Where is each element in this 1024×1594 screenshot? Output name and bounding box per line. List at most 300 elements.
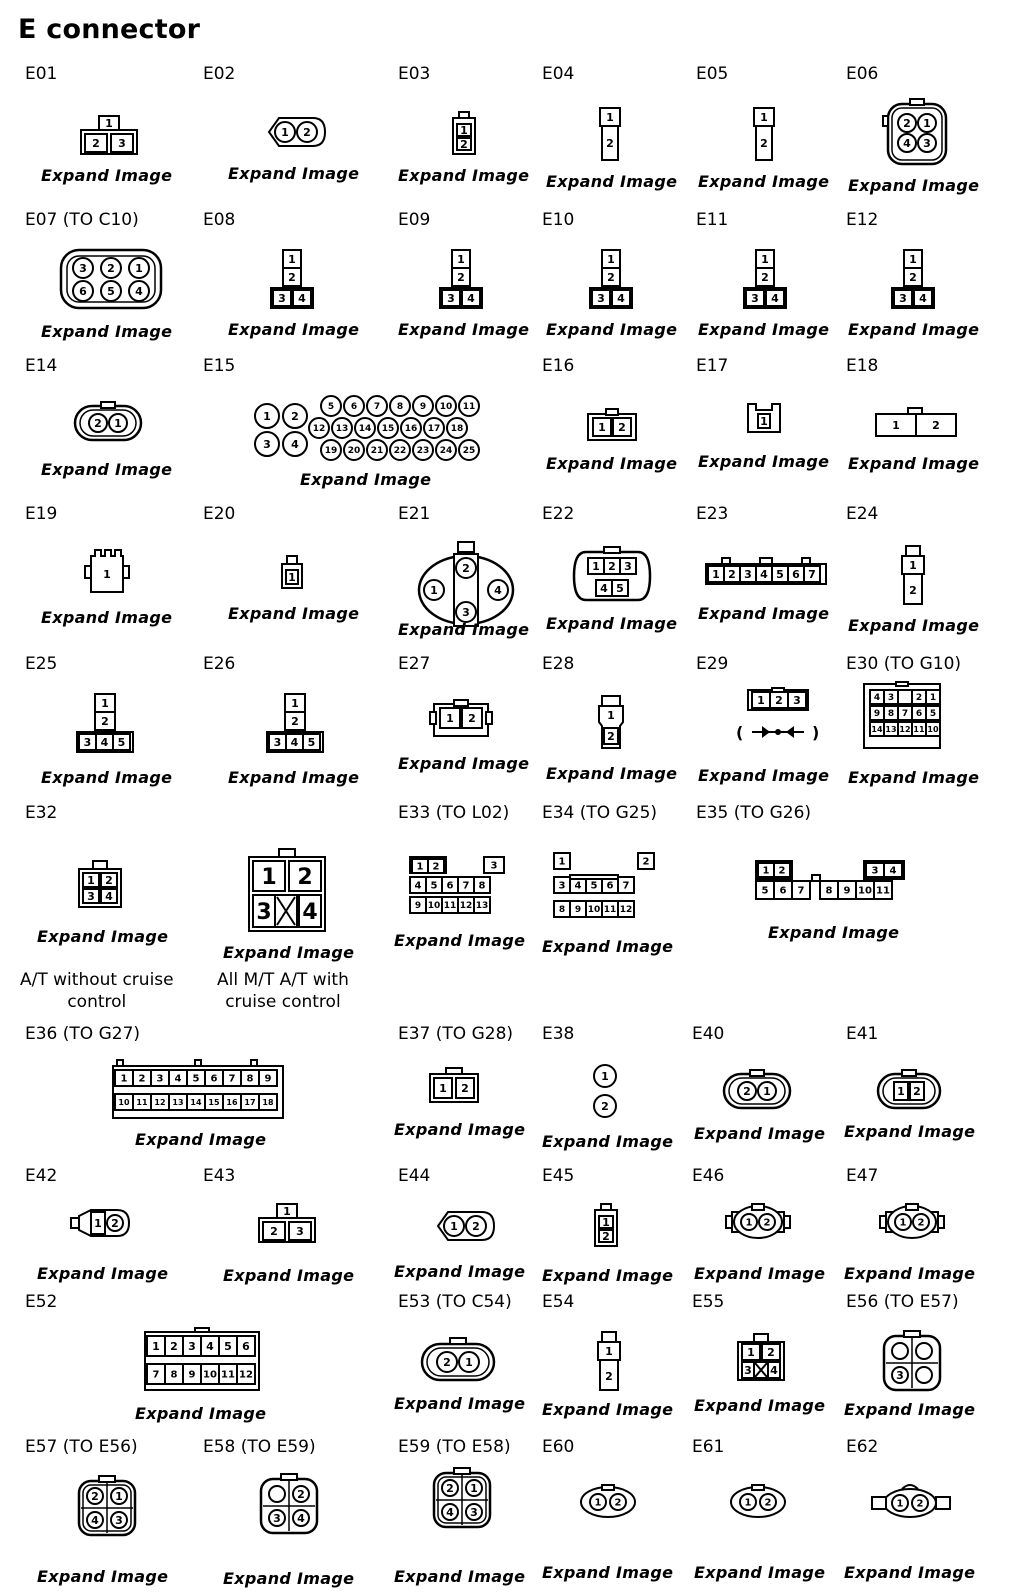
connector-code: E22 <box>542 504 575 524</box>
connector-pinout-icon[interactable] <box>73 400 143 444</box>
svg-text:3: 3 <box>470 1505 478 1519</box>
svg-text:4: 4 <box>290 735 299 749</box>
connector-pinout-icon[interactable] <box>257 112 329 152</box>
svg-text:3: 3 <box>624 559 632 573</box>
expand-image-link[interactable]: Expand Image <box>228 320 360 339</box>
svg-text:3: 3 <box>79 261 87 275</box>
connector-code: E09 <box>398 210 431 230</box>
connector-pinout-icon[interactable] <box>862 682 942 750</box>
svg-text:4: 4 <box>105 889 113 903</box>
connector-pinout-icon[interactable] <box>890 248 936 312</box>
svg-text:2: 2 <box>607 270 615 284</box>
expand-image-link[interactable]: Expand Image <box>848 768 980 787</box>
connector-code: E02 <box>203 64 236 84</box>
svg-text:4: 4 <box>770 1363 778 1377</box>
svg-text:2: 2 <box>432 861 440 873</box>
connector-pinout-icon[interactable] <box>588 248 634 312</box>
svg-text:14: 14 <box>190 1097 202 1107</box>
svg-text:2: 2 <box>728 567 736 581</box>
connector-pinout-icon[interactable] <box>83 548 131 594</box>
svg-text:5: 5 <box>929 709 937 720</box>
expand-image-link[interactable]: Expand Image <box>398 754 530 773</box>
expand-image-link[interactable]: Expand Image <box>223 943 355 962</box>
svg-text:2: 2 <box>101 714 109 728</box>
svg-text:5: 5 <box>107 284 115 298</box>
connector-pinout-icon[interactable] <box>722 1202 794 1242</box>
svg-text:4: 4 <box>903 136 911 150</box>
svg-text:3: 3 <box>278 291 286 305</box>
svg-text:3: 3 <box>744 1363 752 1377</box>
connector-pinout-icon[interactable] <box>750 106 778 164</box>
svg-text:3: 3 <box>188 1339 196 1353</box>
svg-text:2: 2 <box>607 729 615 743</box>
connector-code: E62 <box>846 1437 879 1457</box>
svg-text:5: 5 <box>117 735 126 749</box>
svg-text:7: 7 <box>622 880 630 892</box>
connector-pinout-icon[interactable] <box>257 1200 317 1244</box>
connector-pinout-icon[interactable] <box>143 1328 261 1392</box>
svg-text:2: 2 <box>903 116 911 130</box>
connector-pinout-icon[interactable] <box>75 692 135 756</box>
connector-code: E04 <box>542 64 575 84</box>
connector-code: E11 <box>696 210 729 230</box>
svg-text:7: 7 <box>808 567 816 581</box>
expand-image-link[interactable]: Expand Image <box>698 452 830 471</box>
connector-pinout-icon[interactable] <box>428 1066 480 1104</box>
expand-image-link[interactable]: Expand Image <box>41 322 173 341</box>
svg-text:13: 13 <box>475 901 489 912</box>
expand-image-link[interactable]: Expand Image <box>41 608 173 627</box>
svg-text:2: 2 <box>932 418 940 432</box>
expand-image-link[interactable]: Expand Image <box>41 166 173 185</box>
svg-text:7: 7 <box>152 1369 160 1381</box>
expand-image-link[interactable]: Expand Image <box>398 620 530 639</box>
connector-code: E15 <box>203 356 236 376</box>
svg-text:1: 1 <box>281 125 289 139</box>
svg-text:24: 24 <box>439 446 453 457</box>
svg-text:1: 1 <box>899 1217 907 1229</box>
connector-pinout-icon[interactable] <box>277 554 307 590</box>
connector-pinout-icon[interactable] <box>572 546 652 604</box>
connector-pinout-icon[interactable] <box>59 248 163 310</box>
svg-text:1: 1 <box>929 693 937 704</box>
svg-text:1: 1 <box>760 414 768 428</box>
svg-text:11: 11 <box>443 901 457 912</box>
svg-text:1: 1 <box>897 1084 905 1098</box>
expand-image-link[interactable]: Expand Image <box>398 166 530 185</box>
expand-image-link[interactable]: Expand Image <box>135 1404 267 1423</box>
connector-code: E16 <box>542 356 575 376</box>
svg-text:1: 1 <box>594 1497 602 1509</box>
svg-text:6: 6 <box>210 1073 218 1085</box>
connector-note <box>217 969 349 1013</box>
connector-pinout-icon[interactable] <box>882 1330 942 1392</box>
svg-text:1: 1 <box>115 1489 123 1503</box>
svg-text:8: 8 <box>558 905 566 916</box>
svg-text:5: 5 <box>327 402 335 413</box>
svg-text:4: 4 <box>206 1339 214 1353</box>
expand-image-link[interactable]: Expand Image <box>37 1567 169 1586</box>
svg-text:2: 2 <box>767 1345 775 1359</box>
svg-text:18: 18 <box>450 424 464 435</box>
svg-text:11: 11 <box>136 1097 148 1107</box>
svg-text:1: 1 <box>291 696 299 710</box>
svg-text:21: 21 <box>370 446 384 457</box>
svg-text:3: 3 <box>83 735 92 749</box>
svg-text:1: 1 <box>745 1217 753 1229</box>
connector-pinout-icon[interactable] <box>876 1202 948 1242</box>
svg-text:12: 12 <box>459 901 473 912</box>
svg-text:4: 4 <box>919 291 927 305</box>
svg-text:1: 1 <box>120 1073 128 1085</box>
expand-image-link[interactable]: Expand Image <box>41 460 173 479</box>
svg-text:2: 2 <box>602 1229 610 1243</box>
svg-text:12: 12 <box>619 905 633 916</box>
expand-image-link[interactable]: Expand Image <box>542 1400 674 1419</box>
svg-text:2: 2 <box>472 1219 480 1233</box>
svg-text:16: 16 <box>404 424 418 435</box>
svg-text:2: 2 <box>917 1217 925 1229</box>
svg-text:1: 1 <box>762 865 770 877</box>
expand-image-link[interactable]: Expand Image <box>546 320 678 339</box>
svg-text:1: 1 <box>94 1216 102 1230</box>
expand-image-link[interactable]: Expand Image <box>394 1262 526 1281</box>
connector-code: E33 (TO L02) <box>398 803 510 823</box>
svg-text:7: 7 <box>797 885 805 897</box>
svg-text:5: 5 <box>192 1073 200 1085</box>
svg-text:1: 1 <box>152 1339 160 1353</box>
svg-text:9: 9 <box>843 885 851 897</box>
svg-text:6: 6 <box>446 880 454 892</box>
connector-code: E42 <box>25 1166 58 1186</box>
svg-text:9: 9 <box>574 905 582 916</box>
connector-pinout-icon[interactable] <box>596 694 626 750</box>
connector-pinout-icon[interactable] <box>432 1467 492 1529</box>
connector-code: E03 <box>398 64 431 84</box>
connector-pinout-icon[interactable] <box>596 106 624 164</box>
expand-image-link[interactable]: Expand Image <box>844 1400 976 1419</box>
expand-image-link[interactable]: Expand Image <box>223 1569 355 1588</box>
svg-text:3: 3 <box>871 865 879 877</box>
connector-code: E27 <box>398 654 431 674</box>
svg-text:1: 1 <box>446 711 454 725</box>
connector-code: E35 (TO G26) <box>696 803 812 823</box>
expand-image-link[interactable]: Expand Image <box>542 1266 674 1285</box>
svg-text:1: 1 <box>101 696 109 710</box>
connector-pinout-icon[interactable] <box>79 112 139 156</box>
svg-text:1: 1 <box>607 708 615 722</box>
svg-text:1: 1 <box>263 409 271 423</box>
svg-text:11: 11 <box>876 885 890 897</box>
expand-image-link[interactable]: Expand Image <box>546 614 678 633</box>
svg-text:2: 2 <box>297 864 313 890</box>
expand-image-link[interactable]: Expand Image <box>698 320 830 339</box>
connector-pinout-icon[interactable] <box>704 556 828 586</box>
svg-text:2: 2 <box>291 409 299 423</box>
svg-text:15: 15 <box>208 1097 220 1107</box>
expand-image-link[interactable]: Expand Image <box>546 172 678 191</box>
expand-image-link[interactable]: Expand Image <box>698 604 830 623</box>
connector-pinout-icon[interactable] <box>69 1206 135 1240</box>
svg-text:4: 4 <box>302 899 318 925</box>
expand-image-link[interactable]: Expand Image <box>300 470 432 489</box>
connector-pinout-icon[interactable] <box>253 394 493 464</box>
svg-text:2: 2 <box>297 1487 305 1501</box>
expand-image-link[interactable]: Expand Image <box>398 320 530 339</box>
expand-image-link[interactable]: Expand Image <box>394 1120 526 1139</box>
svg-text:7: 7 <box>373 402 381 413</box>
svg-text:4: 4 <box>600 581 608 595</box>
svg-text:1: 1 <box>598 420 606 434</box>
connector-pinout-icon[interactable] <box>754 859 906 905</box>
expand-image-link[interactable]: Expand Image <box>844 1563 976 1582</box>
connector-pinout-icon[interactable] <box>111 1060 285 1120</box>
connector-code: E56 (TO E57) <box>846 1292 959 1312</box>
svg-text:14: 14 <box>358 424 372 435</box>
svg-text:19: 19 <box>324 446 338 457</box>
connector-pinout-icon[interactable] <box>265 692 325 756</box>
svg-text:25: 25 <box>462 446 476 457</box>
svg-text:(: ( <box>736 723 744 742</box>
svg-text:4: 4 <box>414 880 422 892</box>
expand-image-link[interactable]: Expand Image <box>848 454 980 473</box>
svg-text:10: 10 <box>587 905 601 916</box>
connector-pinout-icon[interactable] <box>420 1336 496 1382</box>
svg-text:1: 1 <box>744 1497 752 1509</box>
svg-text:6: 6 <box>79 284 87 298</box>
svg-text:4: 4 <box>760 567 768 581</box>
svg-text:3: 3 <box>462 605 470 619</box>
connector-code: E47 <box>846 1166 879 1186</box>
svg-text:4: 4 <box>574 880 582 892</box>
svg-text:2: 2 <box>138 1073 146 1085</box>
svg-text:2: 2 <box>457 270 465 284</box>
svg-text:13: 13 <box>885 724 897 734</box>
svg-text:3: 3 <box>744 567 752 581</box>
svg-text:1: 1 <box>592 559 600 573</box>
svg-text:6: 6 <box>792 567 800 581</box>
svg-text:10: 10 <box>203 1369 217 1381</box>
svg-text:3: 3 <box>273 735 282 749</box>
expand-image-link[interactable]: Expand Image <box>694 1124 826 1143</box>
expand-image-link[interactable]: Expand Image <box>228 604 360 623</box>
connector-code: E36 (TO G27) <box>25 1024 141 1044</box>
svg-text:2: 2 <box>170 1339 178 1353</box>
connector-code: E46 <box>692 1166 725 1186</box>
expand-image-link[interactable]: Expand Image <box>223 1266 355 1285</box>
expand-image-link[interactable]: Expand Image <box>41 768 173 787</box>
svg-text:11: 11 <box>603 905 617 916</box>
svg-text:2: 2 <box>775 693 783 707</box>
svg-text:1: 1 <box>288 570 296 584</box>
expand-image-link[interactable]: Expand Image <box>848 176 980 195</box>
svg-text:11: 11 <box>462 402 476 413</box>
connector-code: E26 <box>203 654 236 674</box>
svg-text:4: 4 <box>174 1073 182 1085</box>
svg-text:3: 3 <box>899 291 907 305</box>
connector-pinout-icon[interactable] <box>592 1202 620 1248</box>
expand-image-link[interactable]: Expand Image <box>37 1264 169 1283</box>
svg-text:7: 7 <box>901 709 909 720</box>
svg-text:3: 3 <box>118 136 126 150</box>
connector-code: E07 (TO C10) <box>25 210 139 230</box>
svg-text:9: 9 <box>188 1369 196 1381</box>
svg-text:3: 3 <box>256 899 272 925</box>
svg-text:8: 8 <box>246 1073 254 1085</box>
svg-text:1: 1 <box>288 252 296 266</box>
expand-image-link[interactable]: Expand Image <box>844 1264 976 1283</box>
connector-pinout-icon[interactable] <box>450 110 478 156</box>
page-title: E connector <box>18 14 201 45</box>
svg-text:1: 1 <box>261 864 277 890</box>
connector-note <box>20 969 174 1013</box>
svg-text:4: 4 <box>291 437 299 451</box>
svg-text:1: 1 <box>103 567 111 581</box>
connector-pinout-icon[interactable] <box>245 849 329 933</box>
connector-pinout-icon[interactable] <box>578 1483 638 1519</box>
connector-pinout-icon[interactable] <box>586 408 638 442</box>
svg-text:5: 5 <box>761 885 769 897</box>
connector-pinout-icon[interactable] <box>259 1473 319 1535</box>
svg-text:3: 3 <box>490 860 498 872</box>
svg-text:2: 2 <box>606 136 614 150</box>
svg-text:4: 4 <box>617 291 625 305</box>
svg-text:1: 1 <box>105 116 113 130</box>
svg-text:2: 2 <box>461 1081 469 1095</box>
svg-text:1: 1 <box>558 856 566 868</box>
connector-pinout-icon[interactable] <box>882 98 952 170</box>
svg-text:2: 2 <box>913 1084 921 1098</box>
connector-pinout-icon[interactable] <box>746 400 782 434</box>
connector-pinout-icon[interactable] <box>590 1060 620 1120</box>
connector-code: E45 <box>542 1166 575 1186</box>
expand-image-link[interactable]: Expand Image <box>768 923 900 942</box>
connector-code: E14 <box>25 356 58 376</box>
connector-pinout-icon[interactable] <box>438 248 484 312</box>
svg-text:1: 1 <box>606 110 614 124</box>
connector-code: E59 (TO E58) <box>398 1437 511 1457</box>
svg-text:4: 4 <box>889 865 897 877</box>
connector-pinout-icon[interactable] <box>742 248 788 312</box>
connector-code: E52 <box>25 1292 58 1312</box>
svg-text:6: 6 <box>779 885 787 897</box>
svg-text:1: 1 <box>87 873 95 887</box>
connector-code: E01 <box>25 64 58 84</box>
expand-image-link[interactable]: Expand Image <box>542 1563 674 1582</box>
svg-text:2: 2 <box>443 1355 451 1369</box>
expand-image-link[interactable]: Expand Image <box>394 1567 526 1586</box>
svg-text:6: 6 <box>915 709 923 720</box>
expand-image-link[interactable]: Expand Image <box>228 164 360 183</box>
connector-code: E55 <box>692 1292 725 1312</box>
expand-image-link[interactable]: Expand Image <box>694 1563 826 1582</box>
svg-text:2: 2 <box>468 711 476 725</box>
connector-pinout-icon[interactable] <box>75 859 125 909</box>
expand-image-link[interactable]: Expand Image <box>546 454 678 473</box>
connector-pinout-icon[interactable] <box>428 698 494 738</box>
expand-image-link[interactable]: Expand Image <box>694 1396 826 1415</box>
svg-text:2: 2 <box>763 1217 771 1229</box>
expand-image-link[interactable]: Expand Image <box>394 931 526 950</box>
svg-text:3: 3 <box>923 136 931 150</box>
connector-pinout-icon[interactable] <box>876 1068 942 1110</box>
connector-pinout-icon[interactable] <box>898 544 928 606</box>
svg-text:9: 9 <box>419 402 427 413</box>
svg-text:1: 1 <box>605 1344 613 1358</box>
expand-image-link[interactable]: Expand Image <box>698 766 830 785</box>
svg-text:11: 11 <box>913 724 925 734</box>
expand-image-link[interactable]: Expand Image <box>848 320 980 339</box>
svg-text:3: 3 <box>263 437 271 451</box>
svg-text:3: 3 <box>115 1513 123 1527</box>
expand-image-link[interactable]: Expand Image <box>37 927 169 946</box>
svg-text:15: 15 <box>381 424 395 435</box>
svg-text:2: 2 <box>92 136 100 150</box>
svg-text:4: 4 <box>100 735 109 749</box>
svg-text:3: 3 <box>558 880 566 892</box>
svg-text:5: 5 <box>307 735 316 749</box>
connector-pinout-icon[interactable] <box>426 1206 498 1246</box>
connector-code: E60 <box>542 1437 575 1457</box>
connector-code: E10 <box>542 210 575 230</box>
svg-text:1: 1 <box>601 1069 609 1083</box>
connector-pinout-icon[interactable] <box>269 248 315 312</box>
svg-text:): ) <box>812 723 820 742</box>
connector-pinout-icon[interactable] <box>732 688 824 744</box>
expand-image-link[interactable]: Expand Image <box>844 1122 976 1141</box>
svg-text:9: 9 <box>414 901 422 912</box>
connector-pinout-icon[interactable] <box>594 1330 624 1392</box>
connector-pinout-icon[interactable] <box>77 1475 137 1537</box>
connector-pinout-icon[interactable] <box>736 1332 786 1382</box>
connector-code: E17 <box>696 356 729 376</box>
svg-text:4: 4 <box>297 1511 305 1525</box>
expand-image-link[interactable]: Expand Image <box>542 937 674 956</box>
expand-image-link[interactable]: Expand Image <box>228 768 360 787</box>
svg-text:1: 1 <box>909 558 917 572</box>
expand-image-link[interactable]: Expand Image <box>135 1130 267 1149</box>
connector-code: E61 <box>692 1437 725 1457</box>
svg-text:12: 12 <box>239 1369 253 1381</box>
connector-pinout-icon[interactable] <box>874 406 958 438</box>
svg-text:1: 1 <box>923 116 931 130</box>
svg-text:2: 2 <box>91 1489 99 1503</box>
svg-text:1: 1 <box>761 252 769 266</box>
connector-pinout-icon[interactable] <box>408 855 508 915</box>
svg-text:10: 10 <box>927 724 939 734</box>
svg-text:1: 1 <box>450 1219 458 1233</box>
svg-text:2: 2 <box>111 1216 119 1230</box>
expand-image-link[interactable]: Expand Image <box>848 616 980 635</box>
svg-text:2: 2 <box>778 865 786 877</box>
expand-image-link[interactable]: Expand Image <box>698 172 830 191</box>
connector-pinout-icon[interactable] <box>728 1483 788 1519</box>
expand-image-link[interactable]: Expand Image <box>546 764 678 783</box>
expand-image-link[interactable]: Expand Image <box>694 1264 826 1283</box>
connector-code: E41 <box>846 1024 879 1044</box>
connector-pinout-icon[interactable] <box>550 851 658 923</box>
expand-image-link[interactable]: Expand Image <box>542 1132 674 1151</box>
svg-text:1: 1 <box>909 252 917 266</box>
svg-text:8: 8 <box>825 885 833 897</box>
connector-code: E34 (TO G25) <box>542 803 658 823</box>
svg-text:14: 14 <box>871 724 883 734</box>
connector-pinout-icon[interactable] <box>722 1068 792 1112</box>
expand-image-link[interactable]: Expand Image <box>394 1394 526 1413</box>
connector-pinout-icon[interactable] <box>870 1481 952 1521</box>
svg-text:6: 6 <box>606 880 614 892</box>
svg-text:2: 2 <box>916 1498 924 1510</box>
